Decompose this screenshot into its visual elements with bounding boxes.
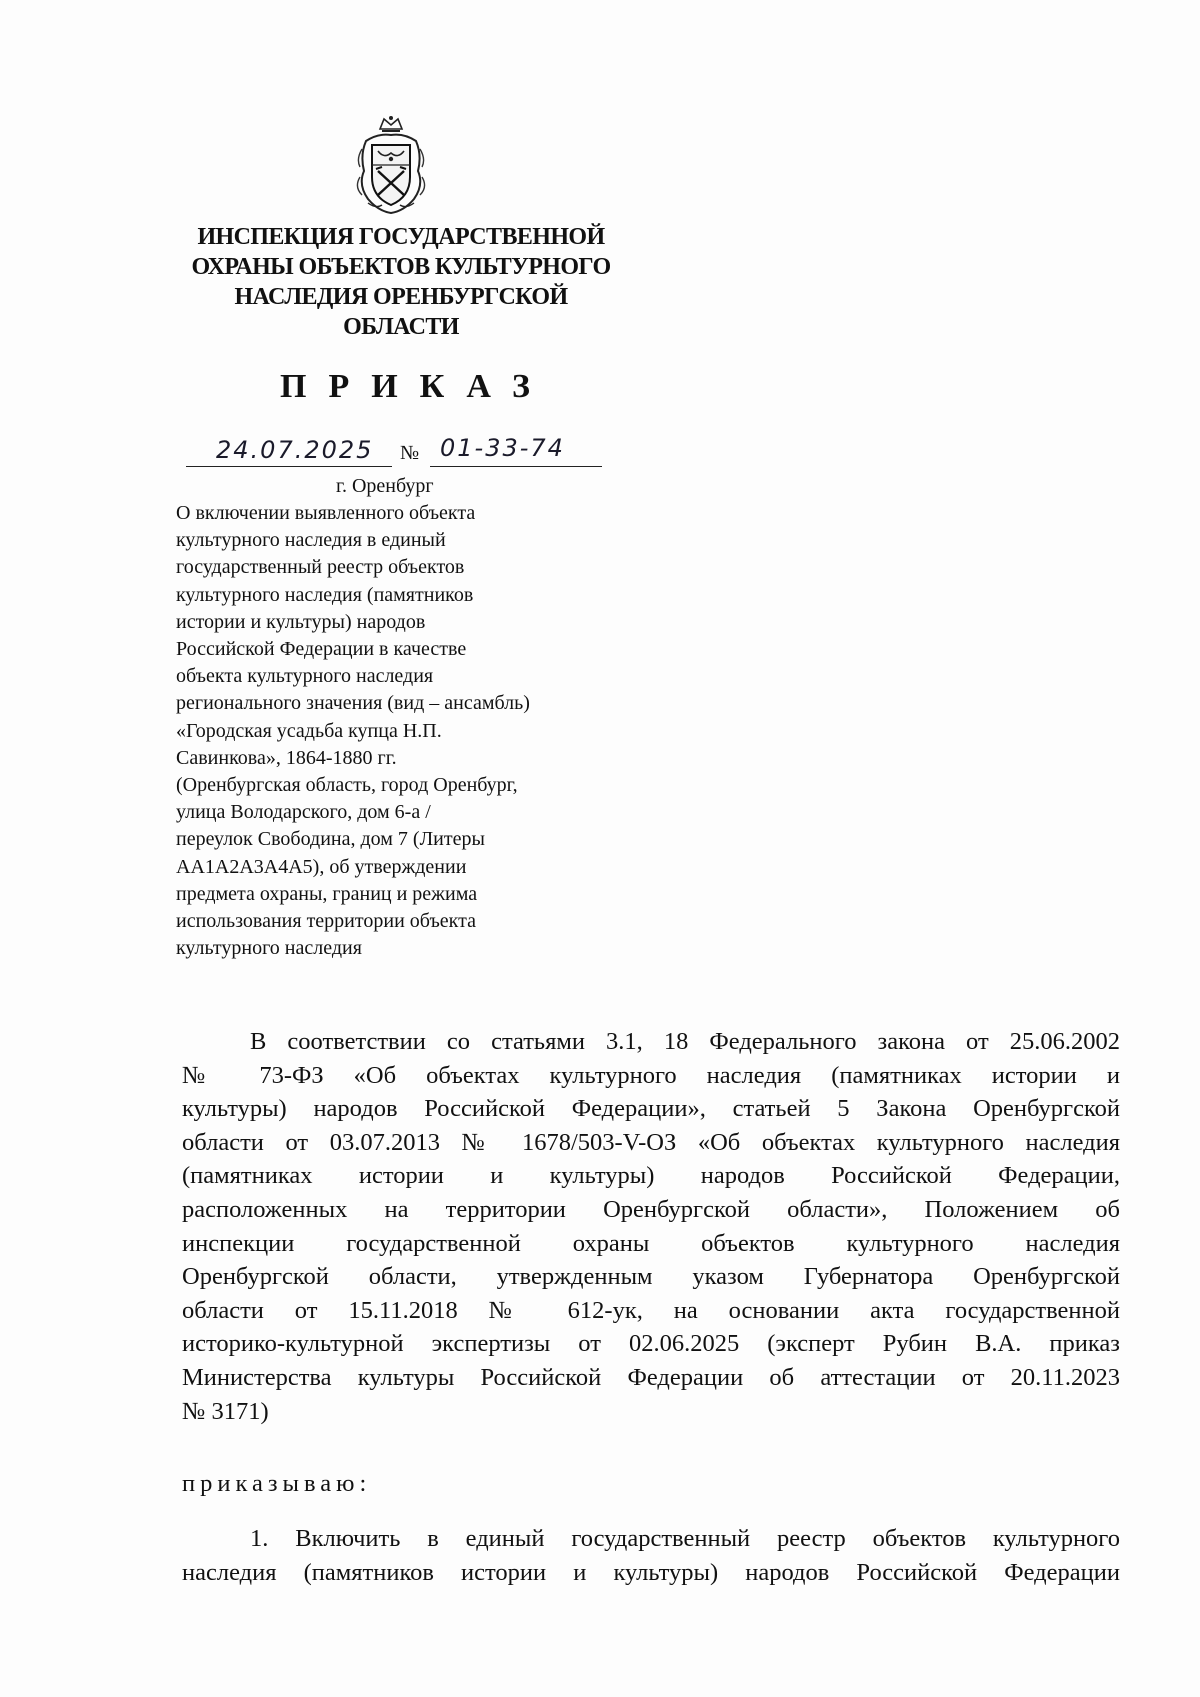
date-underline bbox=[186, 466, 392, 467]
order-subject bbox=[176, 500, 616, 962]
coat-of-arms-icon bbox=[352, 115, 430, 215]
date-number-row bbox=[186, 432, 602, 472]
org-line: ОБЛАСТИ bbox=[343, 314, 459, 340]
subject-line: культурного наследия bbox=[176, 937, 362, 960]
subject-line: истории и культуры) народов bbox=[176, 610, 426, 633]
body-line: Министерства культуры Российской Федерации об аттестации от 20.11.2023 bbox=[182, 1363, 1120, 1391]
organization-name bbox=[180, 222, 622, 342]
body-line: инспекции государственной охраны объектов культурного наследия bbox=[182, 1229, 1120, 1257]
subject-line: улица Володарского, дом 6-а / bbox=[176, 801, 431, 824]
subject-line: предмета охраны, границ и режима bbox=[176, 882, 478, 905]
subject-line: культурного наследия (памятников bbox=[176, 583, 474, 606]
body-line: историко-культурной экспертизы от 02.06.2025 (эксперт Рубин В.А. приказ bbox=[182, 1330, 1120, 1358]
number-underline bbox=[430, 466, 602, 467]
document-title: ПРИКАЗ bbox=[280, 368, 552, 405]
body-line: культуры) народов Российской Федерации», статьей 5 Закона Оренбургской bbox=[182, 1095, 1120, 1123]
item-line: 1. Включить в единый государственный реестр объектов культурного bbox=[250, 1525, 1120, 1552]
body-line: В соответствии со статьями 3.1, 18 Федерального закона от 25.06.2002 bbox=[250, 1028, 1120, 1055]
subject-line: О включении выявленного объекта bbox=[176, 502, 476, 524]
preamble-paragraph bbox=[182, 1025, 1120, 1428]
handwritten-date: 24.07.2025 bbox=[216, 436, 374, 464]
subject-line: переулок Свободина, дом 7 (Литеры bbox=[176, 828, 485, 851]
org-line: ОХРАНЫ ОБЪЕКТОВ КУЛЬТУРНОГО bbox=[191, 254, 611, 280]
body-line: № 73-ФЗ «Об объектах культурного наследия (памятниках истории и bbox=[182, 1061, 1120, 1089]
subject-line: использования территории объекта bbox=[176, 910, 476, 933]
subject-line: государственный реестр объектов bbox=[176, 556, 465, 579]
body-line: № 3171) bbox=[182, 1397, 269, 1425]
org-line: НАСЛЕДИЯ ОРЕНБУРГСКОЙ bbox=[234, 284, 568, 310]
org-line: ИНСПЕКЦИЯ ГОСУДАРСТВЕННОЙ bbox=[197, 224, 605, 250]
order-item-1 bbox=[182, 1522, 1120, 1590]
handwritten-number: 01-33-74 bbox=[440, 434, 565, 462]
subject-line: объекта культурного наследия bbox=[176, 665, 434, 688]
body-line: области от 15.11.2018 № 612-ук, на основании акта государственной bbox=[182, 1296, 1120, 1324]
subject-line: культурного наследия в единый bbox=[176, 529, 446, 552]
body-line: (памятниках истории и культуры) народов Российской Федерации, bbox=[182, 1162, 1120, 1190]
body-line: расположенных на территории Оренбургской области», Положением об bbox=[182, 1195, 1120, 1223]
order-verb: приказываю: bbox=[182, 1470, 372, 1497]
subject-line: «Городская усадьба купца Н.П. bbox=[176, 719, 442, 742]
item-line: наследия (памятников истории и культуры) народов Российской Федерации bbox=[182, 1559, 1120, 1586]
subject-line: АА1А2А3А4А5), об утверждении bbox=[176, 855, 467, 878]
body-line: Оренбургской области, утвержденным указом Губернатора Оренбургской bbox=[182, 1263, 1120, 1291]
body-line: области от 03.07.2013 № 1678/503-V-ОЗ «Об объектах культурного наследия bbox=[182, 1128, 1120, 1156]
subject-line: Савинкова», 1864-1880 гг. bbox=[176, 746, 397, 769]
subject-line: регионального значения (вид – ансамбль) bbox=[176, 692, 530, 715]
number-sign: № bbox=[400, 442, 420, 464]
subject-line: (Оренбургская область, город Оренбург, bbox=[176, 774, 518, 797]
subject-line: Российской Федерации в качестве bbox=[176, 638, 467, 661]
city-name: г. Оренбург bbox=[336, 475, 434, 497]
